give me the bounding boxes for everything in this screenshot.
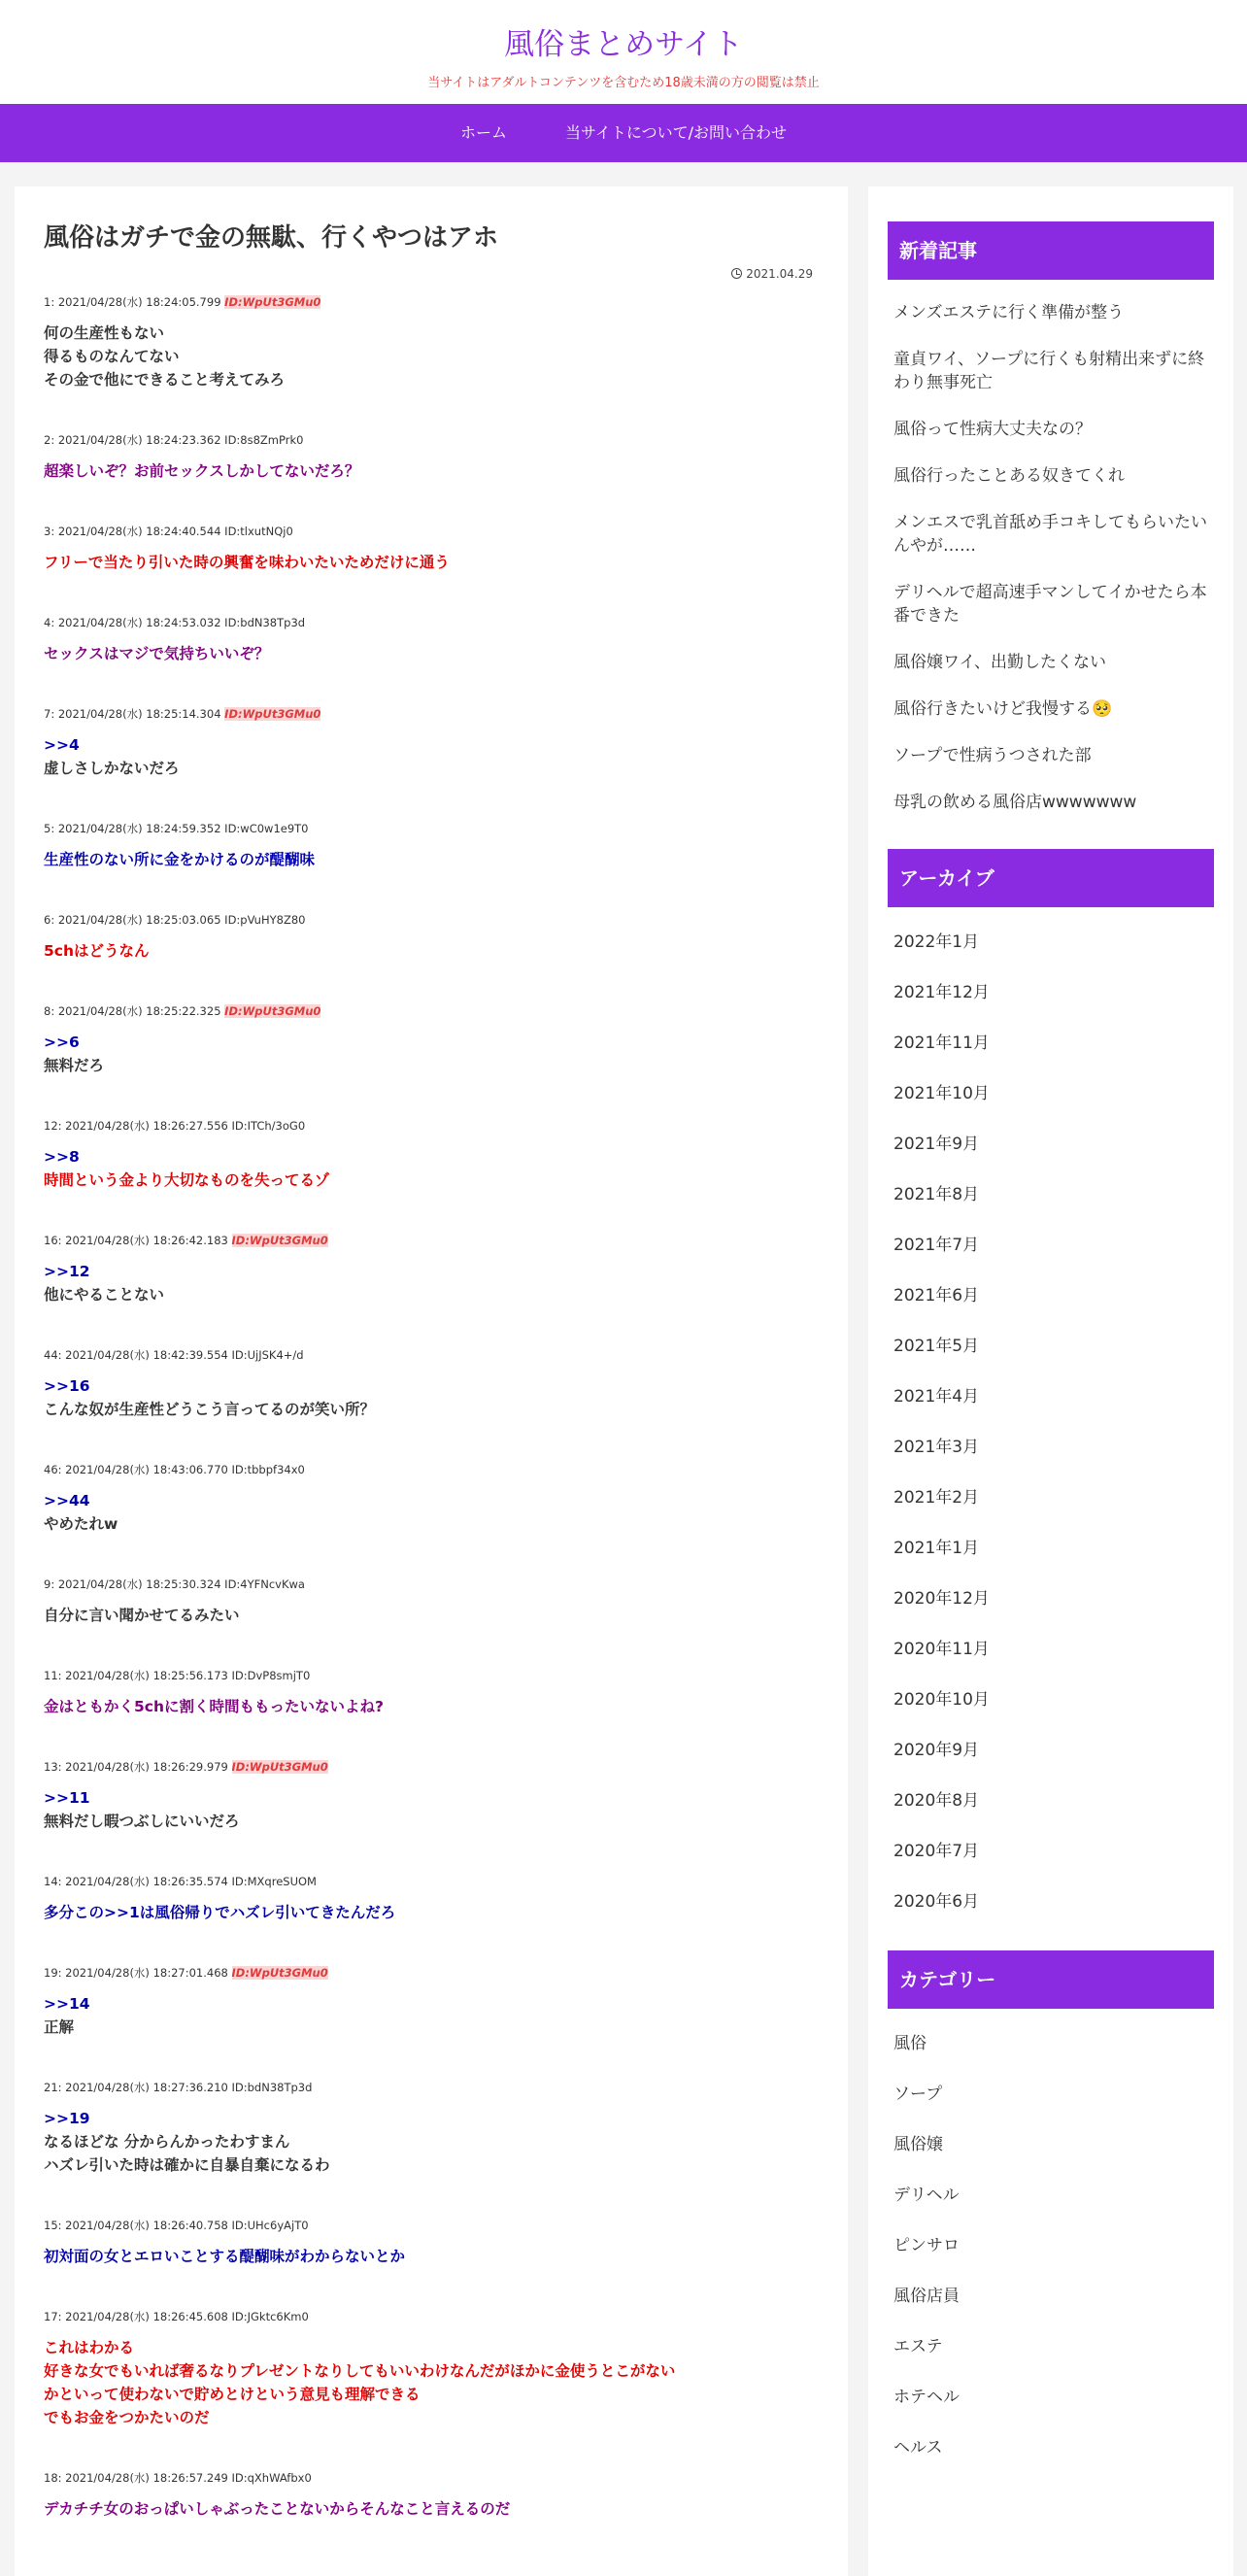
post-meta: 3: 2021/04/28(水) 18:24:40.544	[44, 525, 221, 538]
post-line: なるほどな 分からんかったわすまん	[44, 2133, 290, 2151]
category-link[interactable]: ピンサロ	[893, 2236, 960, 2255]
post-body	[44, 733, 819, 780]
post-body	[44, 848, 819, 871]
category-list	[888, 2018, 1214, 2473]
post-line: 何の生産性もない	[44, 324, 165, 342]
post-meta: 16: 2021/04/28(水) 18:26:42.183	[44, 1234, 228, 1247]
sidebar	[868, 186, 1233, 2576]
reply-anchor-link[interactable]: >>8	[44, 1148, 80, 1166]
post-header	[44, 2080, 819, 2095]
archive-link[interactable]: 2021年2月	[893, 1488, 980, 1508]
post-header	[44, 1965, 819, 1981]
archive-link[interactable]: 2020年8月	[893, 1791, 980, 1811]
post-meta: 1: 2021/04/28(水) 18:24:05.799	[44, 295, 221, 309]
thread-post	[44, 1965, 819, 2039]
recent-posts-list	[888, 289, 1214, 826]
post-meta: 12: 2021/04/28(水) 18:26:27.556	[44, 1119, 228, 1133]
post-id: ID:8s8ZmPrk0	[224, 433, 304, 447]
reply-anchor-link[interactable]: >>6	[44, 1034, 80, 1051]
reply-anchor-link[interactable]: >>16	[44, 1377, 90, 1395]
post-line: 金はともかく5chに割く時間ももったいないよね?	[44, 1698, 385, 1715]
thread-post	[44, 1118, 819, 1192]
post-date	[44, 267, 819, 281]
nav-item-home[interactable]: ホーム	[460, 123, 508, 142]
recent-post-link[interactable]: デリヘルで超高速手マンしてイかせたら本番できた	[893, 583, 1207, 626]
widget-title-archive: アーカイブ	[888, 849, 1214, 907]
post-line: これはわかる	[44, 2339, 135, 2356]
post-meta: 5: 2021/04/28(水) 18:24:59.352	[44, 822, 221, 835]
post-body	[44, 1992, 819, 2039]
post-id: ID:qXhWAfbx0	[231, 2471, 312, 2485]
reply-anchor-link[interactable]: >>4	[44, 736, 80, 754]
post-id: ID:MXqreSUOM	[231, 1875, 317, 1888]
thread-post	[44, 1668, 819, 1718]
reply-anchor-link[interactable]: >>19	[44, 2110, 90, 2127]
post-header	[44, 2309, 819, 2324]
post-body	[44, 2107, 819, 2177]
post-meta: 6: 2021/04/28(水) 18:25:03.065	[44, 913, 221, 927]
archive-link[interactable]: 2022年1月	[893, 932, 980, 952]
archive-link[interactable]: 2021年12月	[893, 983, 990, 1002]
post-body	[44, 642, 819, 665]
post-line: 超楽しいぞ？お前セックスしかしてないだろ？	[44, 462, 360, 480]
post-line: 多分この>>1は風俗帰りでハズレ引いてきたんだろ	[44, 1904, 396, 1921]
archive-link[interactable]: 2021年11月	[893, 1034, 990, 1053]
nav-item-about-contact[interactable]: 当サイトについて/お問い合わせ	[565, 123, 787, 142]
post-id: ID:tlxutNQj0	[224, 525, 293, 538]
post-line: でもお金をつかたいのだ	[44, 2409, 210, 2426]
archive-link[interactable]: 2021年1月	[893, 1539, 980, 1558]
post-body	[44, 1374, 819, 1421]
post-body	[44, 1145, 819, 1192]
post-line: 無料だし暇つぶしにいいだろ	[44, 1813, 240, 1830]
widget-title-category: カテゴリー	[888, 1950, 1214, 2009]
post-id: ID:tbbpf34x0	[231, 1463, 305, 1476]
post-meta: 14: 2021/04/28(水) 18:26:35.574	[44, 1875, 228, 1888]
post-id: ID:WpUt3GMu0	[224, 1004, 321, 1018]
thread-post	[44, 1759, 819, 1833]
post-id: ID:wC0w1e9T0	[224, 822, 309, 835]
post-line: フリーで当たり引いた時の興奮を味わいたいためだけに通う	[44, 554, 450, 571]
post-id: ID:DvP8smjT0	[231, 1669, 311, 1682]
post-meta: 18: 2021/04/28(水) 18:26:57.249	[44, 2471, 228, 2485]
post-body	[44, 1901, 819, 1924]
post-id: ID:UjJSK4+/d	[231, 1348, 304, 1362]
post-body	[44, 322, 819, 391]
recent-post-link[interactable]: 風俗行ったことある奴きてくれ	[893, 466, 1125, 486]
post-meta: 15: 2021/04/28(水) 18:26:40.758	[44, 2219, 228, 2232]
thread-post	[44, 2470, 819, 2521]
thread-post	[44, 2218, 819, 2268]
category-link[interactable]: 風俗店員	[893, 2287, 960, 2306]
post-line: 無料だろ	[44, 1057, 105, 1074]
post-body	[44, 2336, 819, 2429]
post-line: 好きな女でもいれば奢るなりプレゼントなりしてもいいわけなんだがほかに金使うとこがない	[44, 2362, 676, 2380]
post-body	[44, 2497, 819, 2521]
recent-post-link[interactable]: メンエスで乳首舐め手コキしてもらいたいんやが……	[893, 513, 1207, 556]
post-line: 5chはどうなん	[44, 942, 150, 960]
reply-anchor-link[interactable]: >>14	[44, 1995, 90, 2013]
archive-link[interactable]: 2020年12月	[893, 1589, 990, 1609]
post-header	[44, 1668, 819, 1683]
post-body	[44, 459, 819, 483]
archive-link[interactable]: 2021年7月	[893, 1236, 980, 1255]
widget-title-recent: 新着記事	[888, 221, 1214, 280]
post-header	[44, 1462, 819, 1477]
post-header	[44, 524, 819, 539]
category-link[interactable]: エステ	[893, 2337, 943, 2356]
site-header	[0, 0, 1247, 104]
post-header	[44, 2218, 819, 2233]
archive-link[interactable]: 2021年10月	[893, 1084, 990, 1103]
post-id: ID:WpUt3GMu0	[224, 707, 321, 721]
thread-post	[44, 2080, 819, 2177]
post-body	[44, 1031, 819, 1077]
post-meta: 4: 2021/04/28(水) 18:24:53.032	[44, 616, 221, 629]
post-line: 初対面の女とエロいことする醍醐味がわからないとか	[44, 2248, 406, 2265]
post-meta: 8: 2021/04/28(水) 18:25:22.325	[44, 1004, 221, 1018]
post-line: その金で他にできること考えてみろ	[44, 371, 286, 389]
post-id: ID:WpUt3GMu0	[224, 295, 321, 309]
category-link[interactable]: ホテヘル	[893, 2388, 960, 2407]
recent-post-link[interactable]: 風俗行きたいけど我慢する🥺	[893, 699, 1113, 719]
post-header	[44, 1759, 819, 1775]
post-line: 正解	[44, 2018, 75, 2036]
post-meta: 2: 2021/04/28(水) 18:24:23.362	[44, 433, 221, 447]
post-meta: 46: 2021/04/28(水) 18:43:06.770	[44, 1463, 228, 1476]
post-body	[44, 939, 819, 963]
post-line: デカチチ女のおっぱいしゃぶったことないからそんなこと言えるのだ	[44, 2500, 511, 2518]
site-title-link[interactable]: 風俗まとめサイト	[504, 27, 743, 62]
thread-post	[44, 912, 819, 963]
post-line: 生産性のない所に金をかけるのが醍醐味	[44, 851, 316, 868]
post-header	[44, 912, 819, 928]
post-body	[44, 1604, 819, 1627]
global-nav	[0, 104, 1247, 162]
archive-link[interactable]: 2021年5月	[893, 1337, 980, 1356]
post-header	[44, 2470, 819, 2486]
reply-anchor-link[interactable]: >>44	[44, 1492, 90, 1509]
post-meta: 7: 2021/04/28(水) 18:25:14.304	[44, 707, 221, 721]
post-line: かといって使わないで貯めとけという意見も理解できる	[44, 2386, 421, 2403]
archive-link[interactable]: 2021年9月	[893, 1135, 980, 1154]
post-line: セックスはマジで気持ちいいぞ？	[44, 645, 270, 662]
post-body	[44, 2245, 819, 2268]
recent-post-link[interactable]: 風俗嬢ワイ、出勤したくない	[893, 653, 1106, 672]
post-header	[44, 1003, 819, 1019]
post-meta: 17: 2021/04/28(水) 18:26:45.608	[44, 2310, 228, 2323]
archive-link[interactable]: 2020年6月	[893, 1892, 980, 1912]
post-meta: 44: 2021/04/28(水) 18:42:39.554	[44, 1348, 228, 1362]
thread-post	[44, 706, 819, 780]
thread-post	[44, 432, 819, 483]
archive-link[interactable]: 2020年7月	[893, 1842, 980, 1861]
post-id: ID:pVuHY8Z80	[224, 913, 306, 927]
post-id: ID:WpUt3GMu0	[231, 1234, 328, 1247]
thread-post	[44, 294, 819, 391]
thread-post	[44, 615, 819, 665]
post-line: 得るものなんてない	[44, 348, 180, 365]
category-link[interactable]: ヘルス	[893, 2438, 943, 2457]
archive-link[interactable]: 2021年4月	[893, 1387, 980, 1407]
post-id: ID:bdN38Tp3d	[231, 2081, 313, 2094]
thread-post	[44, 1003, 819, 1077]
post-line: 他にやることない	[44, 1286, 165, 1304]
archive-link[interactable]: 2020年9月	[893, 1741, 980, 1760]
thread	[44, 294, 819, 2521]
archive-link[interactable]: 2021年8月	[893, 1185, 980, 1204]
post-header	[44, 1118, 819, 1134]
archive-link[interactable]: 2020年10月	[893, 1690, 990, 1710]
category-link[interactable]: 風俗嬢	[893, 2135, 943, 2154]
entry-title: 風俗はガチで金の無駄、行くやつはアホ	[44, 223, 499, 253]
post-header	[44, 1874, 819, 1889]
thread-post	[44, 1347, 819, 1421]
post-meta: 21: 2021/04/28(水) 18:27:36.210	[44, 2081, 228, 2094]
post-body	[44, 1786, 819, 1833]
post-line: 虚しさしかないだろ	[44, 760, 180, 777]
post-body	[44, 1489, 819, 1536]
post-line: 自分に言い聞かせてるみたい	[44, 1607, 240, 1624]
recent-post-link[interactable]: ソープで性病うつされた部	[893, 746, 1092, 765]
post-id: ID:WpUt3GMu0	[231, 1760, 328, 1774]
post-body	[44, 551, 819, 574]
post-line: ハズレ引いた時は確かに自暴自棄になるわ	[44, 2156, 330, 2174]
thread-post	[44, 1462, 819, 1536]
post-line: こんな奴が生産性どうこう言ってるのが笑い所？	[44, 1401, 376, 1418]
thread-post	[44, 1233, 819, 1306]
post-id: ID:UHc6yAjT0	[231, 2219, 309, 2232]
post-body	[44, 1260, 819, 1306]
main-content	[15, 186, 848, 2576]
reply-anchor-link[interactable]: >>11	[44, 1789, 90, 1807]
archive-link[interactable]: 2021年3月	[893, 1438, 980, 1457]
post-date-text: 2021.04.29	[746, 267, 813, 281]
thread-post	[44, 821, 819, 871]
site-tagline: 当サイトはアダルトコンテンツを含むため18歳未満の方の閲覧は禁止	[427, 76, 820, 90]
recent-post-link[interactable]: 風俗って性病大丈夫なの？	[893, 420, 1092, 439]
post-id: ID:WpUt3GMu0	[231, 1966, 328, 1980]
recent-post-link[interactable]: 童貞ワイ、ソープに行くも射精出来ずに終わり無事死亡	[893, 350, 1205, 392]
category-link[interactable]: ソープ	[893, 2085, 943, 2104]
post-id: ID:bdN38Tp3d	[224, 616, 306, 629]
thread-post	[44, 2309, 819, 2429]
recent-post-link[interactable]: メンズエステに行く準備が整う	[893, 303, 1125, 322]
post-body	[44, 1695, 819, 1718]
post-id: ID:JGktc6Km0	[231, 2310, 309, 2323]
post-id: ID:4YFNcvKwa	[224, 1577, 305, 1591]
archive-list	[888, 917, 1214, 1927]
post-meta: 13: 2021/04/28(水) 18:26:29.979	[44, 1760, 228, 1774]
post-header	[44, 706, 819, 722]
recent-post-link[interactable]: 母乳の飲める風俗店wwwwwww	[893, 793, 1137, 812]
post-meta: 11: 2021/04/28(水) 18:25:56.173	[44, 1669, 228, 1682]
clock-icon	[731, 268, 742, 279]
post-header	[44, 294, 819, 310]
category-link[interactable]: 風俗	[893, 2034, 927, 2053]
category-link[interactable]: デリヘル	[893, 2186, 960, 2205]
post-header	[44, 1233, 819, 1248]
post-header	[44, 821, 819, 836]
thread-post	[44, 1874, 819, 1924]
thread-post	[44, 1576, 819, 1627]
post-header	[44, 1576, 819, 1592]
post-meta: 9: 2021/04/28(水) 18:25:30.324	[44, 1577, 221, 1591]
post-line: 時間という金より大切なものを失ってるゾ	[44, 1171, 330, 1189]
reply-anchor-link[interactable]: >>12	[44, 1263, 90, 1280]
post-header	[44, 615, 819, 630]
post-id: ID:ITCh/3oG0	[231, 1119, 306, 1133]
post-meta: 19: 2021/04/28(水) 18:27:01.468	[44, 1966, 228, 1980]
archive-link[interactable]: 2020年11月	[893, 1640, 990, 1659]
post-header	[44, 1347, 819, 1363]
post-header	[44, 432, 819, 448]
thread-post	[44, 524, 819, 574]
archive-link[interactable]: 2021年6月	[893, 1286, 980, 1305]
post-line: やめたれw	[44, 1515, 118, 1533]
